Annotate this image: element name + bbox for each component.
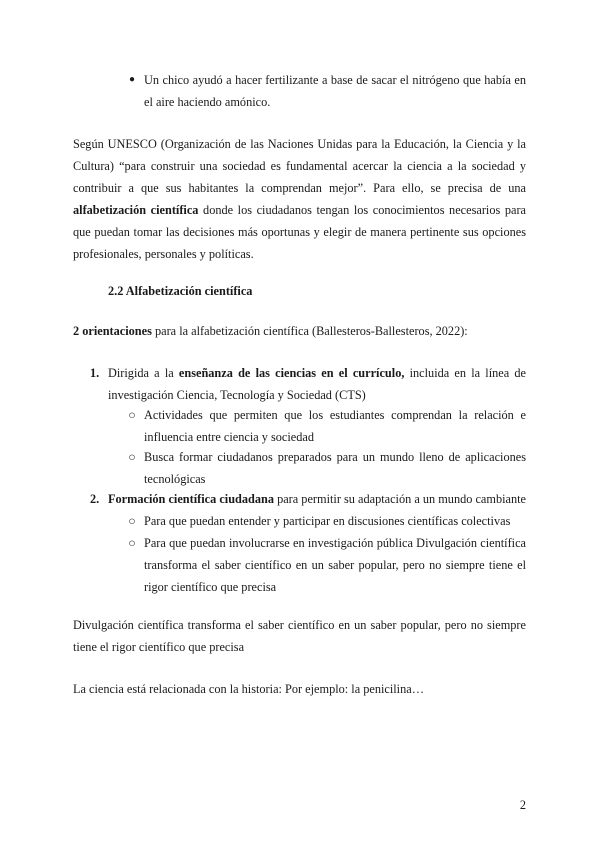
orientations-intro-rest: para la alfabetización científica (Ballesteros-Ballesteros, 2022): [151,324,468,338]
list-item-2-bold: Formación científica ciudadana [108,492,274,506]
top-bullet-text: Un chico ayudó a hacer fertilizante a base de sacar el nitrógeno que había en el aire haciendo amónico. [144,73,526,109]
sub-bullet-marker: ○ [128,450,136,464]
paragraph-divulgacion: Divulgación científica transforma el saber científico en un saber popular, pero no siempre tiene el rigor científico que precisa [73,618,526,654]
list-item-2-sub-1: Para que puedan entender y participar en discusiones científicas colectivas [144,514,511,528]
list-item-1-sub-1: Actividades que permiten que los estudiantes comprendan la relación e influencia entre ciencia y sociedad [144,408,526,444]
sub-bullet-marker: ○ [128,408,136,422]
paragraph-unesco [73,133,526,265]
list-item-2-sub-2: Para que puedan involucrarse en investigación pública Divulgación científica transforma el saber científico en un saber popular, pero no siempre tiene el rigor científico que precisa [144,536,526,594]
page-number: 2 [519,798,526,812]
orientations-intro-bold: 2 orientaciones [73,324,152,338]
list-item-2 [108,488,526,510]
list-item-2-post: para permitir su adaptación a un mundo cambiante [274,492,526,506]
list-item-1 [108,362,526,406]
sub-bullet-marker: ○ [128,536,136,550]
paragraph-unesco-bold: alfabetización científica [73,203,199,217]
paragraph-unesco-part2: donde los ciudadanos tengan los conocimientos necesarios para que puedan tomar las decisiones más oportunas y elegir de manera pertinente sus opciones profesionales, personales y políticas. [73,203,526,261]
paragraph-unesco-part1: Según UNESCO (Organización de las Naciones Unidas para la Educación, la Ciencia y la Cultura) “para construir una sociedad es fundamental acercar la ciencia a la sociedad y contribuir a que sus habitantes la comprendan mejor”. Para ello, se precisa de una [73,137,526,195]
list-number-1: 1. [90,366,100,380]
list-item-1-bold: enseñanza de las ciencias en el currículo, [178,366,405,380]
orientations-intro [73,320,526,342]
section-heading: 2.2 Alfabetización científica [108,284,253,298]
list-item-1-sub-2: Busca formar ciudadanos preparados para un mundo lleno de aplicaciones tecnológicas [144,450,526,486]
paragraph-historia: La ciencia está relacionada con la historia: Por ejemplo: la penicilina… [73,682,425,696]
sub-bullet-marker: ○ [128,514,136,528]
list-item-1-post: incluida en la línea de investigación Ciencia, Tecnología y Sociedad (CTS) [108,366,526,402]
list-number-2: 2. [90,492,100,506]
bullet-marker: ● [128,74,136,85]
list-item-1-pre: Dirigida a la [108,366,179,380]
